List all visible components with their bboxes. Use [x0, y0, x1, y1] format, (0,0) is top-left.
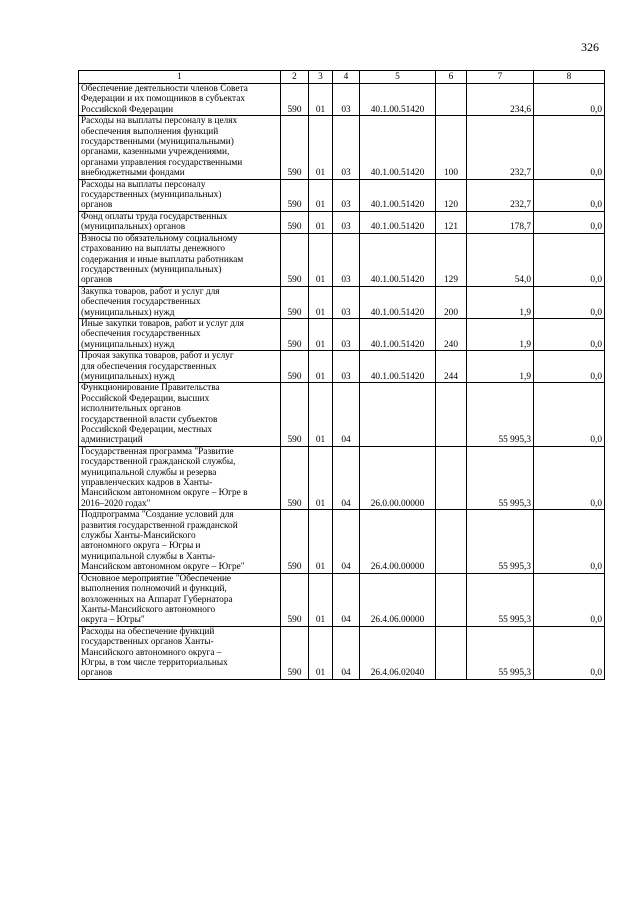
table-row [79, 383, 605, 446]
amount-value-2: 0,0 [534, 510, 605, 573]
table-row [79, 233, 605, 286]
expense-type-code [436, 383, 467, 446]
admin-code: 590 [281, 84, 309, 116]
section-code: 01 [309, 179, 333, 211]
admin-code: 590 [281, 446, 309, 509]
expense-type-code [436, 626, 467, 679]
amount-value-2: 0,0 [534, 84, 605, 116]
expense-type-code: 200 [436, 286, 467, 318]
column-header: 6 [436, 71, 467, 84]
admin-code: 590 [281, 351, 309, 383]
section-code: 01 [309, 318, 333, 350]
table-body [79, 84, 605, 680]
admin-code: 590 [281, 573, 309, 626]
section-code: 01 [309, 626, 333, 679]
target-article-code: 26.4.00.00000 [360, 510, 436, 573]
column-header: 1 [79, 71, 281, 84]
section-code: 01 [309, 211, 333, 233]
item-description: Взносы по обязательному социальному страхованию на выплаты денежного содержания и иные выплаты работникам государственных (муниципальных) органов [79, 233, 281, 286]
table-row [79, 116, 605, 179]
section-code: 01 [309, 116, 333, 179]
item-description: Иные закупки товаров, работ и услуг для обеспечения государственных (муниципальных) нужд [79, 318, 281, 350]
section-code: 01 [309, 573, 333, 626]
admin-code: 590 [281, 318, 309, 350]
item-description: Основное мероприятие "Обеспечение выполнения полномочий и функций, возложенных на Аппарат Губернатора Ханты-Мансийского автономного округа – Югры" [79, 573, 281, 626]
table-row [79, 211, 605, 233]
amount-value: 55 995,3 [467, 383, 534, 446]
amount-value-2: 0,0 [534, 626, 605, 679]
amount-value-2: 0,0 [534, 351, 605, 383]
amount-value: 232,7 [467, 116, 534, 179]
expense-type-code [436, 510, 467, 573]
admin-code: 590 [281, 211, 309, 233]
admin-code: 590 [281, 626, 309, 679]
expense-type-code [436, 446, 467, 509]
column-header: 3 [309, 71, 333, 84]
subsection-code: 03 [333, 233, 360, 286]
expense-type-code: 100 [436, 116, 467, 179]
amount-value-2: 0,0 [534, 318, 605, 350]
subsection-code: 04 [333, 626, 360, 679]
expense-type-code: 240 [436, 318, 467, 350]
expense-type-code: 120 [436, 179, 467, 211]
target-article-code: 40.1.00.51420 [360, 286, 436, 318]
item-description: Подпрограмма "Создание условий для развития государственной гражданской службы Ханты-Мансийского автономного округа – Югры и муниципальной службы в Ханты- Мансийском автономном округе – Югре" [79, 510, 281, 573]
expense-type-code [436, 84, 467, 116]
target-article-code: 40.1.00.51420 [360, 84, 436, 116]
subsection-code: 03 [333, 318, 360, 350]
expense-type-code [436, 573, 467, 626]
admin-code: 590 [281, 286, 309, 318]
section-code: 01 [309, 233, 333, 286]
target-article-code: 40.1.00.51420 [360, 211, 436, 233]
amount-value: 55 995,3 [467, 626, 534, 679]
target-article-code: 40.1.00.51420 [360, 116, 436, 179]
amount-value: 55 995,3 [467, 510, 534, 573]
section-code: 01 [309, 84, 333, 116]
amount-value: 54,0 [467, 233, 534, 286]
section-code: 01 [309, 351, 333, 383]
amount-value: 1,9 [467, 351, 534, 383]
table-row [79, 84, 605, 116]
budget-table [78, 70, 605, 680]
amount-value: 55 995,3 [467, 446, 534, 509]
amount-value: 178,7 [467, 211, 534, 233]
item-description: Функционирование Правительства Российской Федерации, высших исполнительных органов государственной власти субъектов Российской Федерации, местных администраций [79, 383, 281, 446]
item-description: Прочая закупка товаров, работ и услуг для обеспечения государственных (муниципальных) нужд [79, 351, 281, 383]
section-code: 01 [309, 383, 333, 446]
item-description: Государственная программа "Развитие государственной гражданской службы, муниципальной службы и резерва управленческих кадров в Ханты- Мансийском автономном округе – Югре в 2016–2020 годах" [79, 446, 281, 509]
table-row [79, 318, 605, 350]
amount-value-2: 0,0 [534, 233, 605, 286]
target-article-code [360, 383, 436, 446]
admin-code: 590 [281, 233, 309, 286]
expense-type-code: 121 [436, 211, 467, 233]
subsection-code: 04 [333, 573, 360, 626]
subsection-code: 03 [333, 84, 360, 116]
amount-value-2: 0,0 [534, 286, 605, 318]
item-description: Расходы на обеспечение функций государственных органов Ханты- Мансийского автономного округа – Югры, в том числе территориальных органов [79, 626, 281, 679]
table-header-row [79, 71, 605, 84]
column-header: 7 [467, 71, 534, 84]
table-row [79, 286, 605, 318]
section-code: 01 [309, 286, 333, 318]
amount-value-2: 0,0 [534, 383, 605, 446]
amount-value-2: 0,0 [534, 116, 605, 179]
target-article-code: 40.1.00.51420 [360, 351, 436, 383]
amount-value-2: 0,0 [534, 446, 605, 509]
subsection-code: 03 [333, 351, 360, 383]
amount-value: 55 995,3 [467, 573, 534, 626]
item-description: Закупка товаров, работ и услуг для обеспечения государственных (муниципальных) нужд [79, 286, 281, 318]
target-article-code: 40.1.00.51420 [360, 233, 436, 286]
column-header: 4 [333, 71, 360, 84]
subsection-code: 04 [333, 510, 360, 573]
admin-code: 590 [281, 116, 309, 179]
amount-value: 1,9 [467, 286, 534, 318]
item-description: Расходы на выплаты персоналу в целях обеспечения выполнения функций государственными (муниципальными) органами, казенными учреждениями, органами управления государственными внебюджетными фондами [79, 116, 281, 179]
expense-type-code: 129 [436, 233, 467, 286]
target-article-code: 26.0.00.00000 [360, 446, 436, 509]
expense-type-code: 244 [436, 351, 467, 383]
subsection-code: 04 [333, 383, 360, 446]
subsection-code: 03 [333, 211, 360, 233]
target-article-code: 40.1.00.51420 [360, 179, 436, 211]
amount-value: 1,9 [467, 318, 534, 350]
column-header: 5 [360, 71, 436, 84]
subsection-code: 03 [333, 116, 360, 179]
amount-value: 234,6 [467, 84, 534, 116]
table-row [79, 626, 605, 679]
table-row [79, 179, 605, 211]
table-row [79, 351, 605, 383]
admin-code: 590 [281, 179, 309, 211]
admin-code: 590 [281, 383, 309, 446]
amount-value-2: 0,0 [534, 211, 605, 233]
target-article-code: 40.1.00.51420 [360, 318, 436, 350]
column-header: 2 [281, 71, 309, 84]
subsection-code: 04 [333, 446, 360, 509]
table-row [79, 573, 605, 626]
section-code: 01 [309, 510, 333, 573]
amount-value: 232,7 [467, 179, 534, 211]
table-row [79, 446, 605, 509]
subsection-code: 03 [333, 179, 360, 211]
target-article-code: 26.4.06.02040 [360, 626, 436, 679]
table-row [79, 510, 605, 573]
target-article-code: 26.4.06.00000 [360, 573, 436, 626]
admin-code: 590 [281, 510, 309, 573]
item-description: Обеспечение деятельности членов Совета Федерации и их помощников в субъектах Российской Федерации [79, 84, 281, 116]
amount-value-2: 0,0 [534, 179, 605, 211]
column-header: 8 [534, 71, 605, 84]
section-code: 01 [309, 446, 333, 509]
item-description: Фонд оплаты труда государственных (муниципальных) органов [79, 211, 281, 233]
subsection-code: 03 [333, 286, 360, 318]
page-number: 326 [581, 40, 599, 54]
amount-value-2: 0,0 [534, 573, 605, 626]
item-description: Расходы на выплаты персоналу государственных (муниципальных) органов [79, 179, 281, 211]
